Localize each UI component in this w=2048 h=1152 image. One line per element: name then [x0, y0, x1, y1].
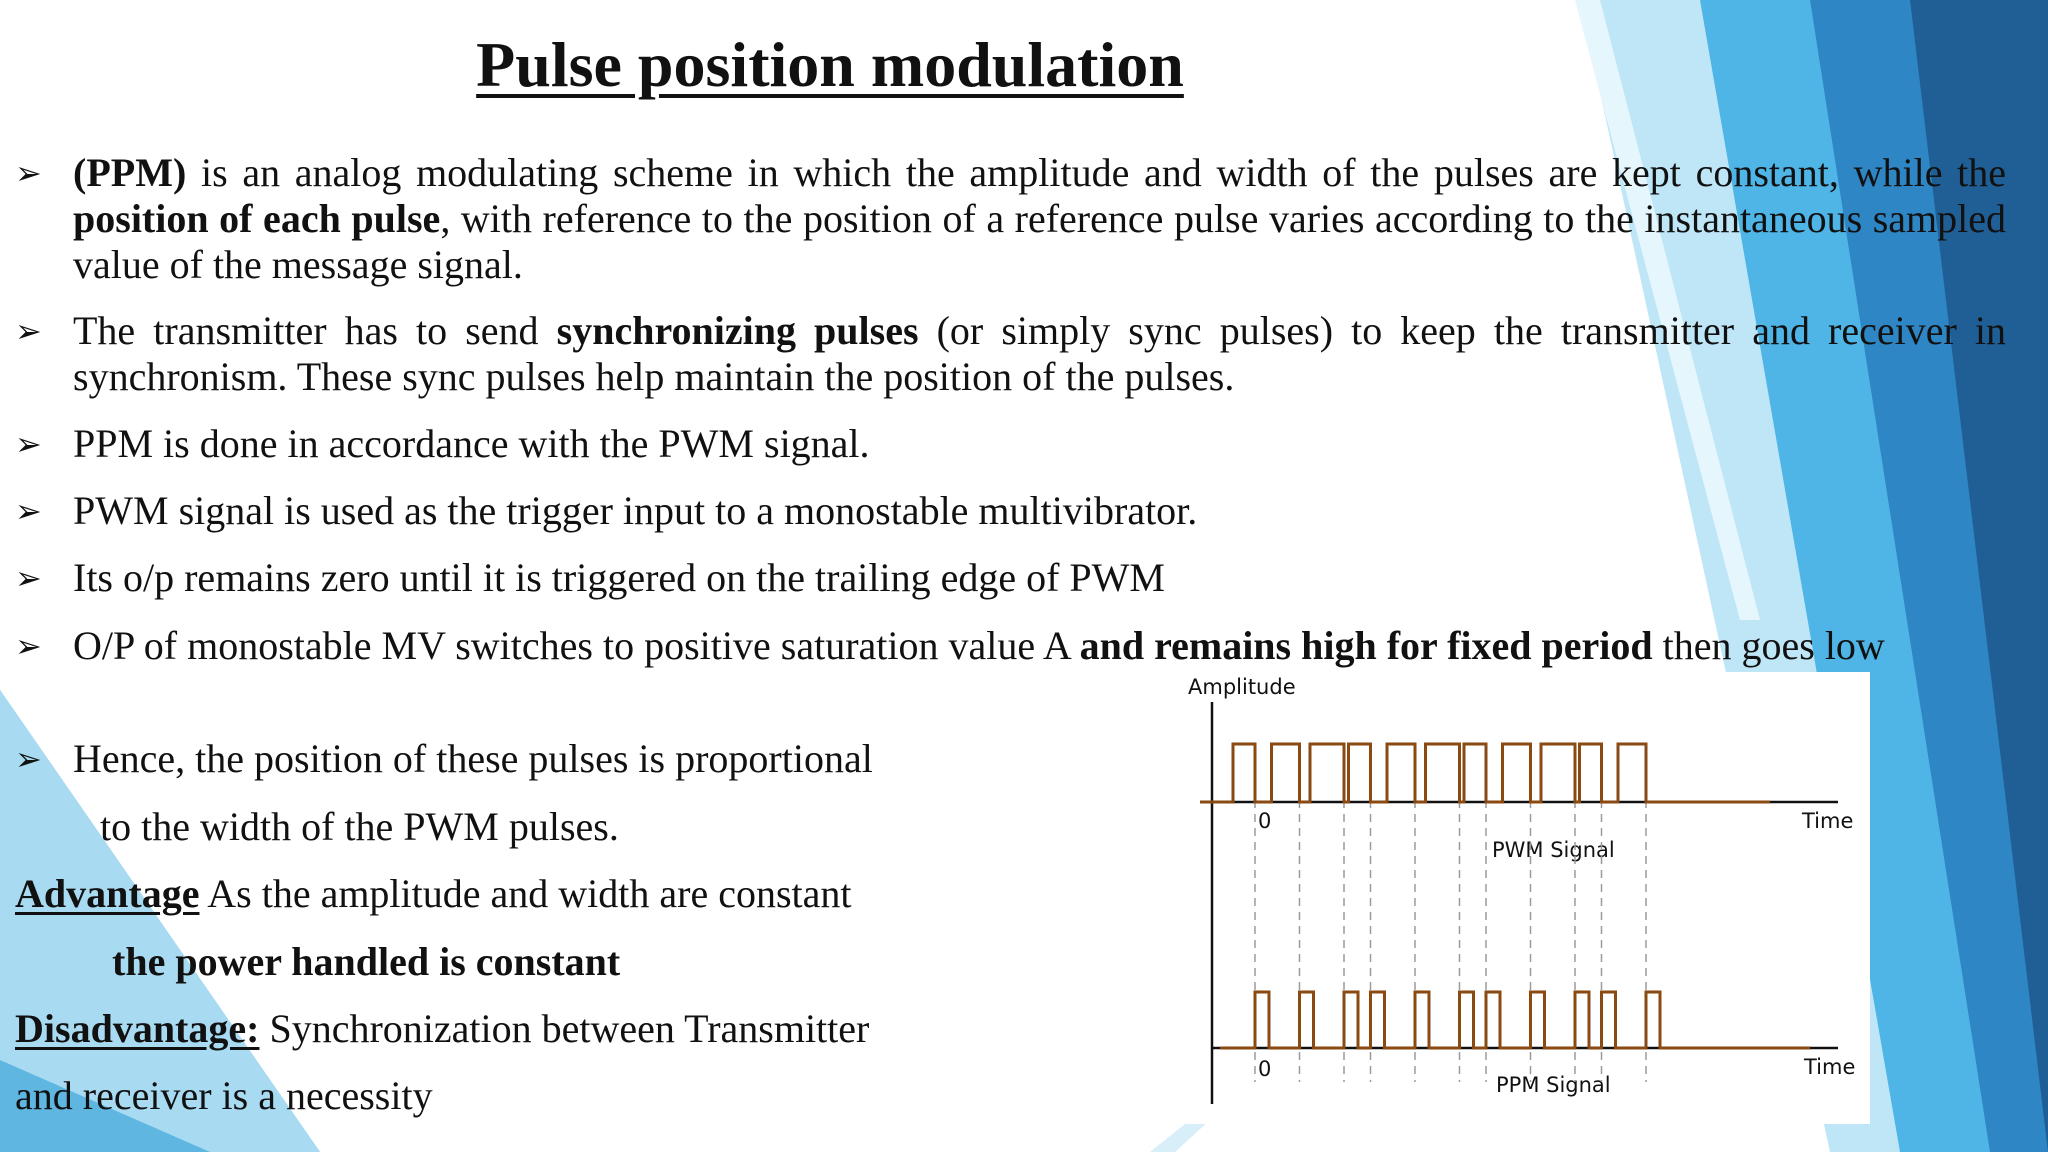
bullet-arrow-icon: ➢	[15, 313, 42, 349]
zero-label-bottom: 0	[1258, 1057, 1272, 1081]
disadvantage-label: Disadvantage:	[15, 1006, 260, 1051]
disadvantage-line: Disadvantage: Synchronization between Transmitter	[15, 1006, 870, 1051]
bullet-output-zero: ➢ Its o/p remains zero until it is triggered on the trailing edge of PWM	[15, 555, 1165, 600]
bullet-sync-pulses: ➢ The transmitter has to send synchronizing pulses (or simply sync pulses) to keep the transmitter and receiver in synchronism. These sync pulses help maintain the position of the pulses.	[15, 308, 2006, 399]
bullet-arrow-icon: ➢	[15, 560, 42, 596]
pwm-signal-label: PWM Signal	[1492, 838, 1615, 862]
advantage-label: Advantage	[15, 871, 200, 916]
pwm-signal-trace	[1200, 744, 1770, 802]
bullet-arrow-icon: ➢	[15, 426, 42, 462]
bullet-arrow-icon: ➢	[15, 155, 42, 191]
time-label-bottom: Time	[1804, 1055, 1856, 1079]
bullet-pwm-accordance: ➢ PPM is done in accordance with the PWM signal.	[15, 421, 870, 466]
bullet-arrow-icon: ➢	[15, 741, 42, 777]
amplitude-label: Amplitude	[1188, 675, 1296, 699]
time-label-top: Time	[1802, 809, 1854, 833]
bullet-arrow-icon: ➢	[15, 493, 42, 529]
bullet-proportional-continuation: to the width of the PWM pulses.	[100, 804, 619, 849]
bullet-proportional: ➢ Hence, the position of these pulses is proportional	[15, 736, 873, 781]
bullet-arrow-icon: ➢	[15, 628, 42, 664]
advantage-bold-line: the power handled is constant	[112, 939, 621, 984]
bullet-trigger-input: ➢ PWM signal is used as the trigger input to a monostable multivibrator.	[15, 488, 1198, 533]
disadvantage-line-2: and receiver is a necessity	[15, 1073, 433, 1118]
ppm-pwm-waveform-figure	[1170, 672, 1870, 1124]
slide-title: Pulse position modulation	[476, 29, 1184, 100]
bullet-ppm-definition: ➢ (PPM) is an analog modulating scheme in which the amplitude and width of the pulses are kept constant, while the position of each pulse, with reference to the position of a reference pulse varies according to the instantaneous sampled value of the message signal.	[15, 150, 2007, 287]
advantage-line: Advantage As the amplitude and width are constant	[15, 871, 852, 916]
bullet-saturation: ➢ O/P of monostable MV switches to positive saturation value A and remains high for fixed period then goes low	[15, 623, 1885, 668]
ppm-signal-label: PPM Signal	[1496, 1073, 1611, 1097]
zero-label-top: 0	[1258, 809, 1272, 833]
bg-bottom-strip	[1150, 1120, 1210, 1152]
ppm-signal-trace	[1220, 992, 1810, 1048]
